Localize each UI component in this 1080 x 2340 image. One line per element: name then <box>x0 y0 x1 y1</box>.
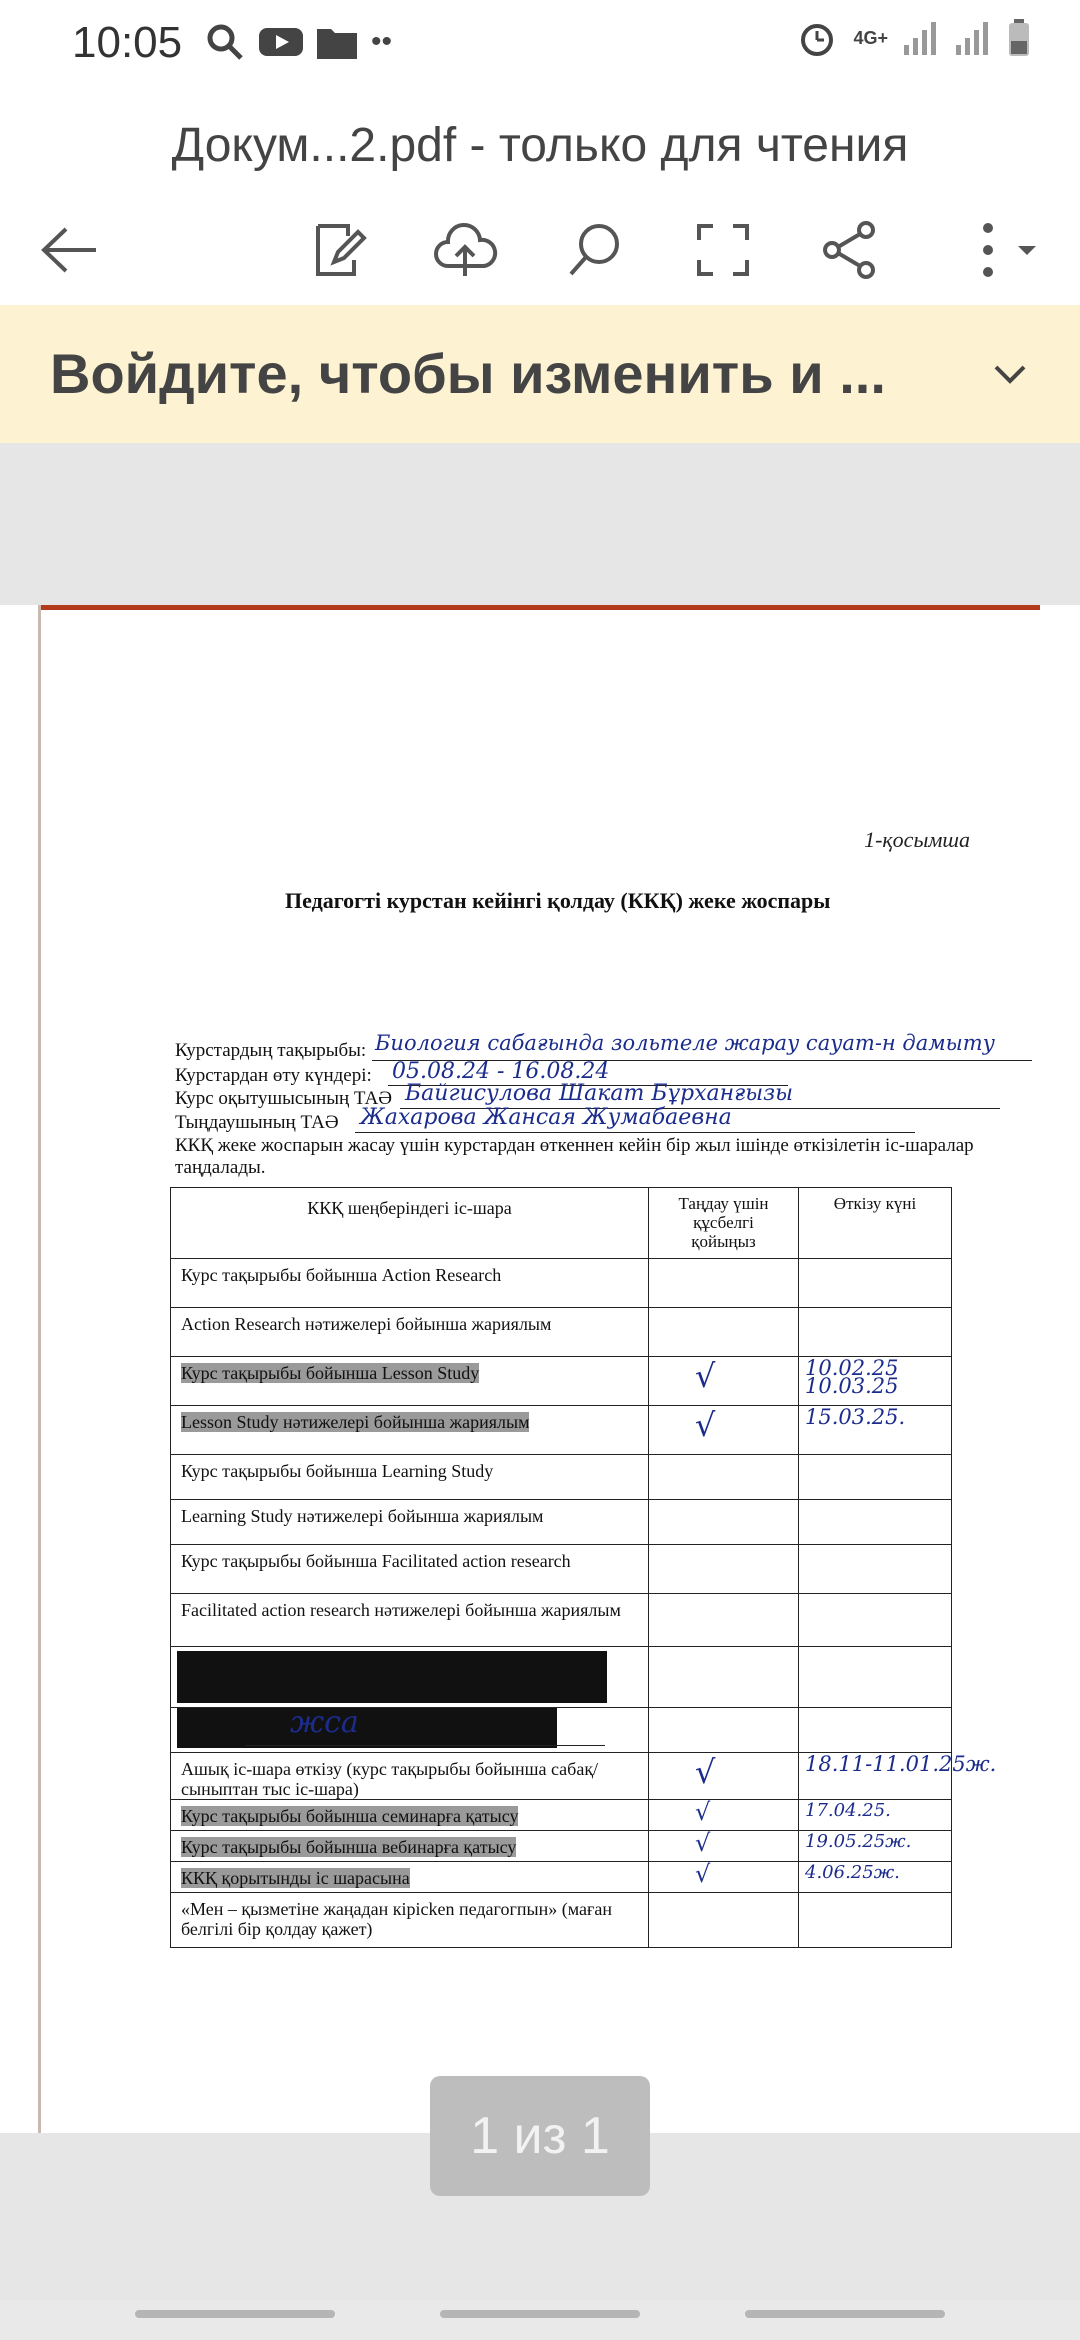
table-row <box>171 1455 951 1500</box>
folder-icon <box>317 25 357 59</box>
field-listener-label: Тыңдаушының ТАӘ <box>175 1112 339 1133</box>
header-date: Өткізу күні <box>833 1194 917 1213</box>
activity-cell <box>171 1647 649 1707</box>
more-notifications-icon: •• <box>371 25 393 58</box>
date-cell <box>799 1893 951 1947</box>
table-row <box>171 1594 951 1647</box>
pdf-page[interactable] <box>0 605 1080 2133</box>
table-row <box>171 1800 951 1831</box>
page-top-edge <box>40 605 1040 610</box>
field-instructor-value: Байгисулова Шакат Бұрханғызы <box>405 1081 794 1106</box>
checkmark: √ <box>695 1753 716 1791</box>
activity-cell <box>171 1862 649 1892</box>
date-value: 10.02.25 10.03.25 <box>805 1356 899 1398</box>
activity-cell <box>171 1455 649 1499</box>
activities-table <box>170 1187 997 1948</box>
table-header-row <box>171 1188 951 1259</box>
activity-text: Курс тақырыбы бойынша семинарға қатысу <box>181 1806 519 1826</box>
check-cell <box>649 1259 799 1307</box>
field-listener-value: Жахарова Жансая Жумабаевна <box>360 1105 732 1130</box>
search-icon <box>565 220 625 280</box>
checkmark: √ <box>695 1357 716 1395</box>
appendix-note: 1-қосымша <box>864 827 970 852</box>
check-cell <box>649 1647 799 1707</box>
activity-text: Курс тақырыбы бойынша Learning Study <box>181 1461 494 1481</box>
more-icon <box>960 220 1040 280</box>
status-time: 10:05 <box>72 18 183 67</box>
activity-text: Курс тақырыбы бойынша Facilitated action research <box>181 1551 571 1571</box>
banner-text: Войдите, чтобы изменить и ... <box>50 342 886 405</box>
more-options-button[interactable] <box>950 210 1050 290</box>
table-row <box>171 1357 951 1406</box>
date-cell <box>799 1357 951 1405</box>
edit-button[interactable] <box>300 210 380 290</box>
check-cell <box>649 1545 799 1593</box>
activity-cell <box>171 1753 649 1799</box>
activity-text: Курс тақырыбы бойынша вебинарға қатысу <box>181 1837 517 1857</box>
activity-cell <box>171 1259 649 1307</box>
check-cell <box>649 1455 799 1499</box>
redaction-block <box>177 1651 607 1703</box>
check-cell <box>649 1406 799 1454</box>
edit-icon <box>310 220 370 280</box>
date-cell <box>799 1455 951 1499</box>
fullscreen-button[interactable] <box>683 210 763 290</box>
date-cell <box>799 1647 951 1707</box>
sign-in-banner[interactable] <box>0 305 1080 443</box>
header-activity: ККҚ шеңберіндегі іс-шара <box>171 1188 649 1258</box>
date-value: 18.11-11.01.25ж. <box>805 1752 997 1776</box>
check-cell <box>649 1708 799 1752</box>
date-cell <box>799 1406 951 1454</box>
activity-text: Курс тақырыбы бойынша Action Research <box>181 1265 502 1285</box>
signal-icon <box>904 21 940 55</box>
field-course-dates-value: 05.08.24 - 16.08.24 <box>392 1059 610 1084</box>
page-indicator: 1 из 1 <box>430 2076 650 2196</box>
document-title-bar <box>0 90 1080 200</box>
checkmark: √ <box>695 1798 711 1826</box>
check-cell <box>649 1500 799 1544</box>
activity-cell <box>171 1893 649 1947</box>
activity-cell <box>171 1308 649 1356</box>
battery-icon <box>1008 19 1030 57</box>
date-cell <box>799 1545 951 1593</box>
date-value: 4.06.25ж. <box>805 1862 900 1883</box>
table-row <box>171 1831 951 1862</box>
cloud-upload-icon <box>432 222 498 278</box>
activity-text: Lesson Study нәтижелері бойынша жариялым <box>181 1412 530 1432</box>
activity-text: Курс тақырыбы бойынша Lesson Study <box>181 1363 480 1383</box>
activity-cell <box>171 1545 649 1593</box>
date-cell <box>799 1259 951 1307</box>
nav-recents-button[interactable] <box>135 2310 335 2318</box>
chevron-down-icon[interactable] <box>980 345 1040 405</box>
checkmark: √ <box>695 1829 711 1857</box>
date-value: 15.03.25. <box>805 1405 906 1429</box>
status-bar <box>0 0 1080 90</box>
activity-text: Ашық іс-шара өткізу (курс тақырыбы бойынша сабақ/сыныптан тыс іс-шара) <box>181 1759 599 1799</box>
table-row <box>171 1647 951 1708</box>
signature-label: Қолы <box>193 1721 238 1742</box>
field-course-dates-label: Курстардан өту күндері: <box>175 1065 372 1086</box>
activity-cell <box>171 1357 649 1405</box>
date-cell <box>799 1862 951 1892</box>
document-viewer[interactable] <box>0 443 1080 2340</box>
signal-icon-2 <box>956 21 992 55</box>
check-cell <box>649 1308 799 1356</box>
search-button[interactable] <box>555 210 635 290</box>
check-cell <box>649 1357 799 1405</box>
table-row <box>171 1406 951 1455</box>
checkmark: √ <box>695 1860 711 1888</box>
check-cell <box>649 1893 799 1947</box>
navigation-bar <box>0 2300 1080 2340</box>
date-cell <box>799 1800 951 1830</box>
check-cell <box>649 1862 799 1892</box>
intro-text: ККҚ жеке жоспарын жасау үшін курстардан өткеннен кейін бір жыл ішінде өткізілетін іс-шаралар таңдалады. <box>175 1135 974 1178</box>
date-cell <box>799 1708 951 1752</box>
upload-button[interactable] <box>425 210 505 290</box>
date-cell <box>799 1500 951 1544</box>
activity-text: ККҚ қорытынды іс шарасына <box>181 1868 410 1888</box>
back-button[interactable] <box>30 210 110 290</box>
nav-home-button[interactable] <box>440 2310 640 2318</box>
date-cell <box>799 1831 951 1861</box>
table-row <box>171 1893 951 1947</box>
table-row <box>171 1545 951 1594</box>
network-type: 4G+ <box>853 27 888 48</box>
fullscreen-icon <box>695 222 751 278</box>
check-cell <box>649 1753 799 1799</box>
activity-cell <box>171 1594 649 1646</box>
document-title: Докум...2.pdf - только для чтения <box>171 118 909 172</box>
activity-text: Action Research нәтижелері бойынша жариялым <box>181 1314 552 1334</box>
activity-text: Learning Study нәтижелері бойынша жариялым <box>181 1506 544 1526</box>
table-row <box>171 1259 951 1308</box>
activity-text: «Мен – қызметіне жаңадан кірісken педагогпын» (маған белгілі бір қолдау қажет) <box>181 1899 612 1939</box>
alarm-icon <box>797 18 837 58</box>
header-check: Таңдау үшін құсбелгі қойыңыз <box>649 1188 799 1258</box>
share-icon <box>820 220 880 280</box>
activity-cell <box>171 1800 649 1830</box>
field-course-topic-label: Курстардың тақырыбы: <box>175 1040 367 1061</box>
table-row <box>171 1862 951 1893</box>
doc-title: Педагогті курстан кейінгі қолдау (ККҚ) жеке жоспары <box>285 888 831 913</box>
check-cell <box>649 1594 799 1646</box>
check-cell <box>649 1800 799 1830</box>
activity-cell <box>171 1831 649 1861</box>
table-row <box>171 1500 951 1545</box>
check-cell <box>649 1831 799 1861</box>
activity-text: Facilitated action research нәтижелері бойынша жариялым <box>181 1600 621 1620</box>
date-cell <box>799 1308 951 1356</box>
date-value: 17.04.25. <box>805 1800 891 1821</box>
table-row <box>171 1708 951 1753</box>
table-row <box>171 1308 951 1357</box>
activity-cell <box>171 1500 649 1544</box>
date-value: 19.05.25ж. <box>805 1831 912 1852</box>
back-arrow-icon <box>40 225 100 275</box>
table-row <box>171 1752 997 1800</box>
activity-cell <box>171 1406 649 1454</box>
date-cell <box>799 1752 997 1799</box>
share-button[interactable] <box>810 210 890 290</box>
signature-mark: жса <box>290 1705 359 1740</box>
page-left-edge <box>38 605 41 2133</box>
field-instructor-label: Курс оқытушысының ТАӘ <box>175 1088 393 1109</box>
date-cell <box>799 1594 951 1646</box>
toolbar <box>0 190 1080 305</box>
field-course-topic-value: Биология сабағында зольтеле жарау сауат-н дамыту <box>375 1031 995 1055</box>
nav-back-button[interactable] <box>745 2310 945 2318</box>
search-status-icon <box>205 22 245 62</box>
signature-line <box>245 1745 605 1746</box>
checkmark: √ <box>695 1406 716 1444</box>
youtube-icon <box>259 26 303 58</box>
